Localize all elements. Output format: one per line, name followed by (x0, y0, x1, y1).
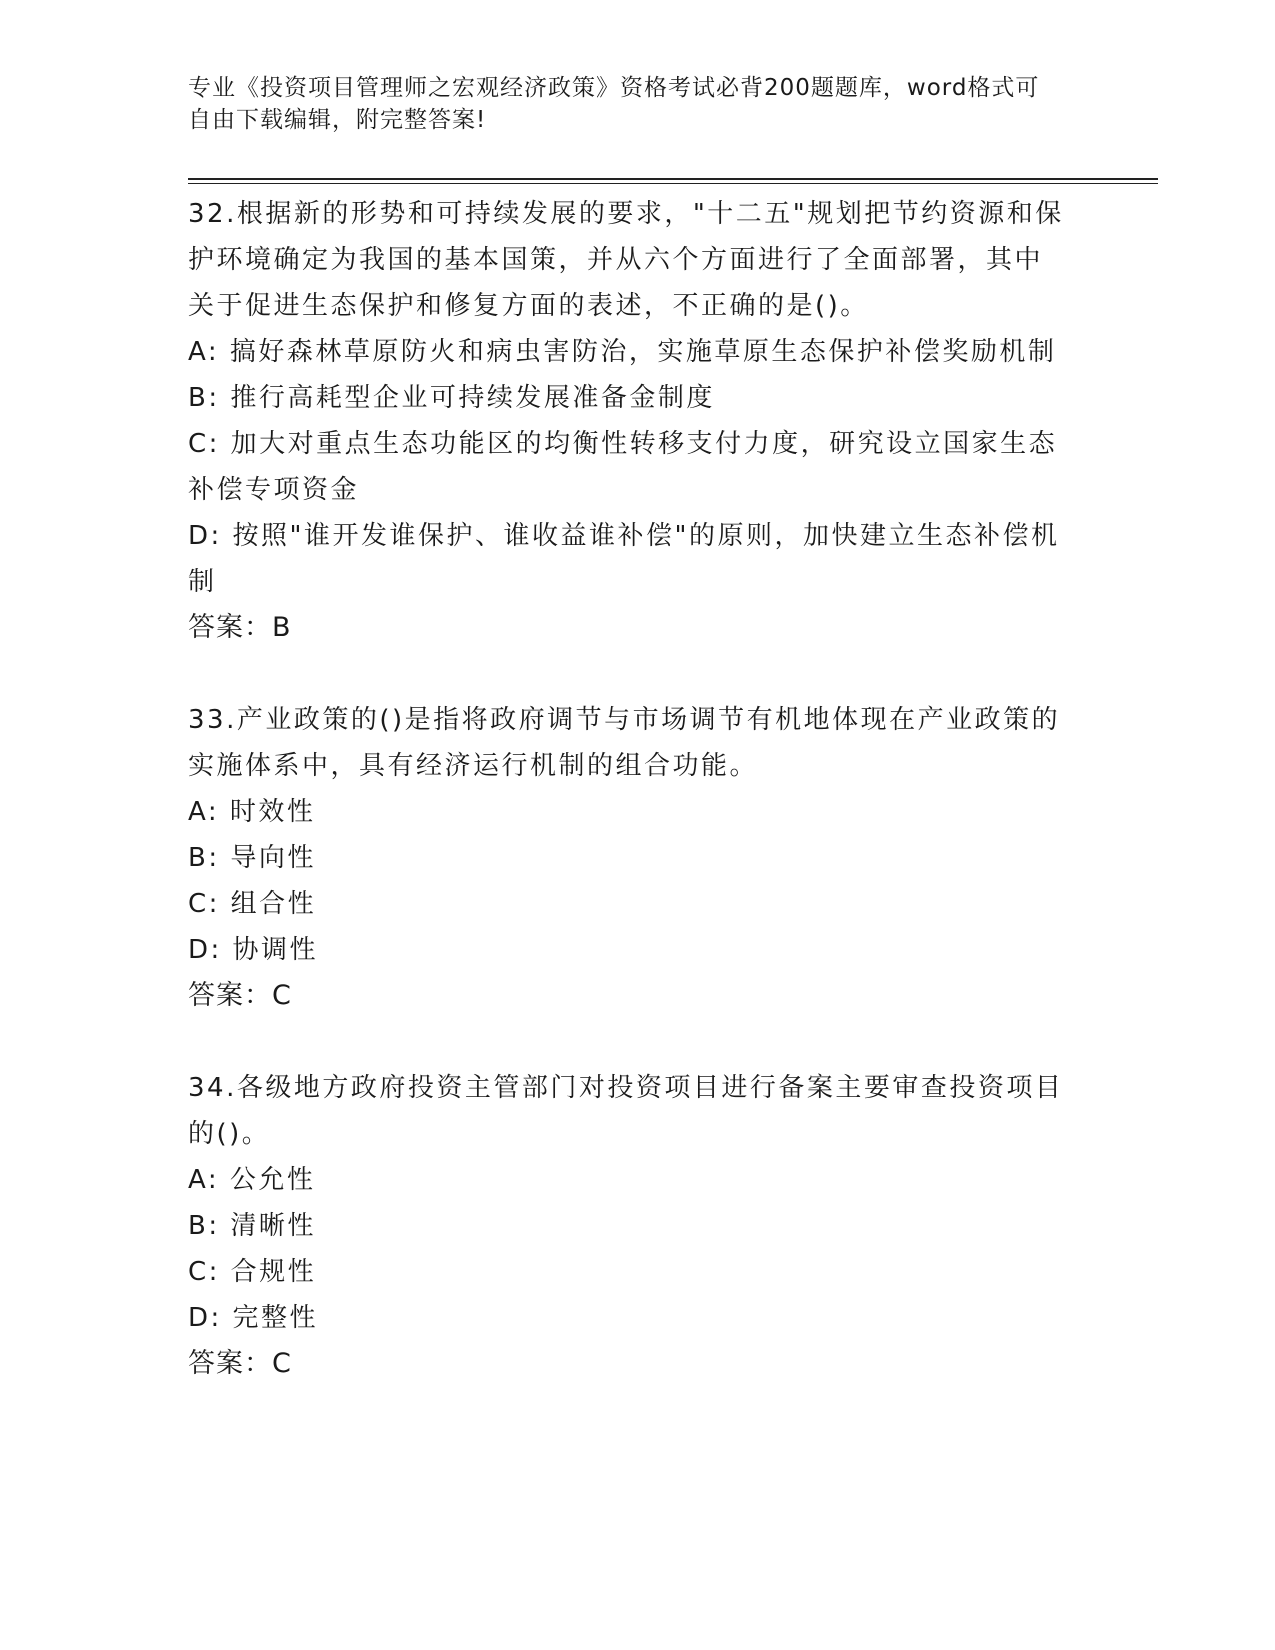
question-stem-line: 实施体系中，具有经济运行机制的组合功能。 (188, 751, 759, 781)
option-c: C: 加大对重点生态功能区的均衡性转移支付力度，研究设立国家生态 (188, 429, 1058, 459)
answer-label: 答案：C (188, 980, 292, 1011)
document-header (188, 72, 1068, 136)
question-34 (188, 1065, 1088, 1387)
option-b: B: 导向性 (188, 843, 316, 873)
option-a: A: 公允性 (188, 1165, 316, 1195)
question-33 (188, 697, 1088, 1019)
option-d: D: 完整性 (188, 1303, 319, 1333)
answer-label: 答案：C (188, 1348, 292, 1379)
question-stem-line: 33.产业政策的()是指将政府调节与市场调节有机地体现在产业政策的 (188, 705, 1061, 735)
question-32 (188, 191, 1088, 651)
question-stem-line: 34.各级地方政府投资主管部门对投资项目进行备案主要审查投资项目 (188, 1073, 1064, 1103)
header-divider (188, 178, 1158, 180)
option-c-continued: 补偿专项资金 (188, 475, 360, 505)
question-list (188, 191, 1088, 1387)
option-d: D: 协调性 (188, 935, 319, 965)
answer-label: 答案：B (188, 612, 292, 643)
header-line-2: 自由下载编辑，附完整答案! (188, 107, 487, 133)
spacer (188, 651, 1088, 697)
spacer (188, 1019, 1088, 1065)
question-stem-line: 32.根据新的形势和可持续发展的要求，"十二五"规划把节约资源和保 (188, 199, 1064, 229)
option-a: A: 时效性 (188, 797, 316, 827)
header-divider-thin (188, 183, 1158, 184)
option-a: A: 搞好森林草原防火和病虫害防治，实施草原生态保护补偿奖励机制 (188, 337, 1057, 367)
question-stem-line: 关于促进生态保护和修复方面的表述，不正确的是()。 (188, 291, 869, 321)
option-c: C: 组合性 (188, 889, 317, 919)
question-stem-line: 的()。 (188, 1119, 271, 1149)
header-line-1: 专业《投资项目管理师之宏观经济政策》资格考试必背200题题库，word格式可 (188, 75, 1040, 101)
option-c: C: 合规性 (188, 1257, 317, 1287)
option-d: D: 按照"谁开发谁保护、谁收益谁补偿"的原则，加快建立生态补偿机 (188, 521, 1060, 551)
question-stem-line: 护环境确定为我国的基本国策，并从六个方面进行了全面部署，其中 (188, 245, 1044, 275)
option-b: B: 清晰性 (188, 1211, 316, 1241)
option-b: B: 推行高耗型企业可持续发展准备金制度 (188, 383, 715, 413)
option-d-continued: 制 (188, 567, 217, 597)
